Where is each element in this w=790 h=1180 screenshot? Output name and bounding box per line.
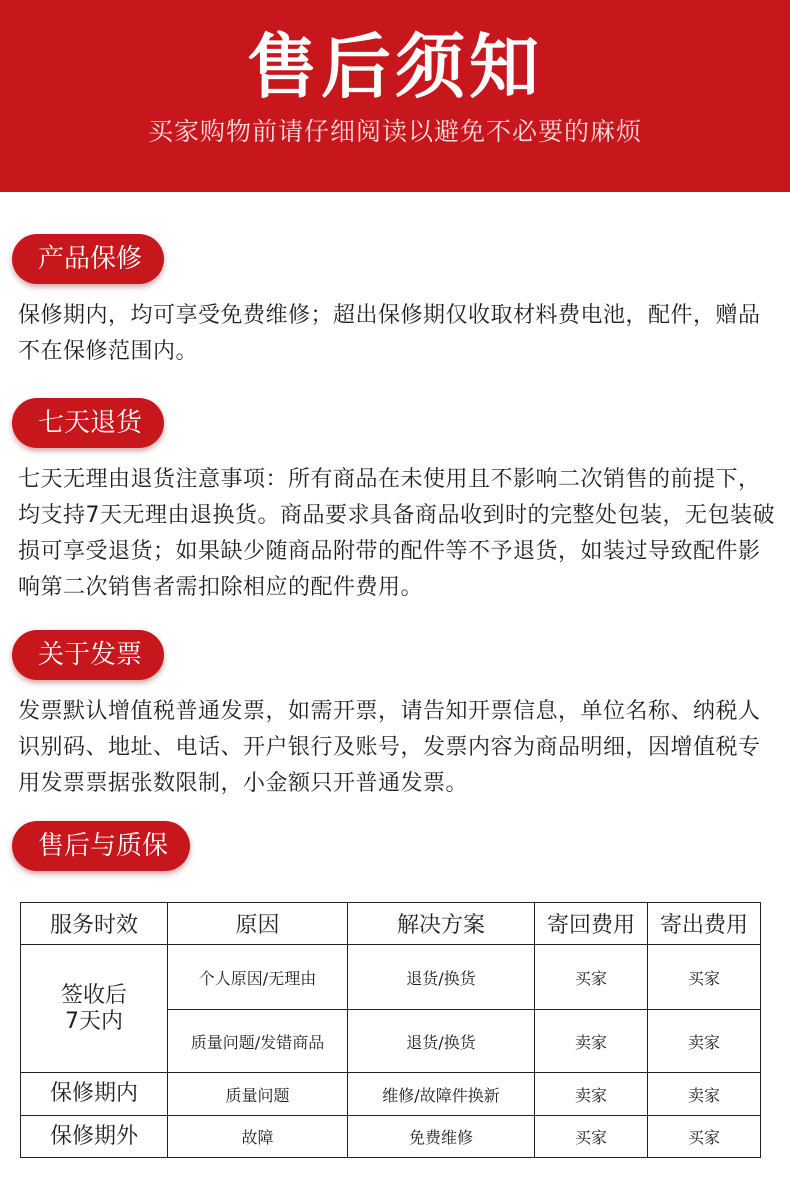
page-title: 售后须知 [247, 26, 543, 108]
section-heading-after-sales: 售后与质保 [12, 821, 190, 871]
table-cell-period: 保修期外 [21, 1116, 168, 1158]
table-cell-reason: 质量问题 [168, 1073, 348, 1116]
table-cell-period: 保修期内 [21, 1073, 168, 1116]
table-row [21, 1116, 761, 1158]
table-header-cell: 服务时效 [21, 903, 168, 945]
table-row [21, 945, 761, 1010]
table-cell-return-fee: 买家 [535, 1116, 648, 1158]
table-cell-period: 签收后 7天内 [21, 945, 168, 1073]
section-heading-warranty: 产品保修 [12, 234, 164, 284]
table-header-cell: 寄出费用 [648, 903, 761, 945]
table-header-cell: 解决方案 [348, 903, 535, 945]
page-subtitle: 买家购物前请仔细阅读以避免不必要的麻烦 [147, 117, 642, 146]
table-row [21, 1073, 761, 1116]
table-cell-reason: 质量问题/发错商品 [168, 1010, 348, 1073]
table-cell-send-fee: 卖家 [648, 1073, 761, 1116]
table-cell-send-fee: 买家 [648, 1116, 761, 1158]
table-cell-reason: 个人原因/无理由 [168, 945, 348, 1010]
table-header-row [21, 903, 761, 945]
section-text-returns: 七天无理由退货注意事项：所有商品在未使用且不影响二次销售的前提下，均支持7天无理由退换货。商品要求具备商品收到时的完整处包装，无包装破损可享受退货；如果缺少随商品附带的配件等不予退货，如装过导致配件影响第二次销售者需扣除相应的配件费用。 [18, 467, 775, 600]
table-header-cell: 原因 [168, 903, 348, 945]
table-cell-solution: 免费维修 [348, 1116, 535, 1158]
table-header-cell: 寄回费用 [535, 903, 648, 945]
table-cell-solution: 退货/换货 [348, 945, 535, 1010]
table-cell-reason: 故障 [168, 1116, 348, 1158]
after-sales-table [20, 902, 761, 1158]
header-banner [0, 0, 790, 192]
section-text-warranty: 保修期内，均可享受免费维修；超出保修期仅收取材料费电池，配件，赠品不在保修范围内。 [18, 303, 761, 364]
table-cell-return-fee: 买家 [535, 945, 648, 1010]
table-cell-solution: 退货/换货 [348, 1010, 535, 1073]
table-cell-send-fee: 买家 [648, 945, 761, 1010]
table-cell-send-fee: 卖家 [648, 1010, 761, 1073]
table-cell-return-fee: 卖家 [535, 1073, 648, 1116]
section-heading-returns: 七天退货 [12, 398, 164, 448]
table-cell-solution: 维修/故障件换新 [348, 1073, 535, 1116]
section-heading-invoice: 关于发票 [12, 630, 164, 680]
section-text-invoice: 发票默认增值税普通发票，如需开票，请告知开票信息，单位名称、纳税人识别码、地址、电话、开户银行及账号，发票内容为商品明细，因增值税专用发票票据张数限制，小金额只开普通发票。 [18, 699, 761, 796]
table-cell-return-fee: 卖家 [535, 1010, 648, 1073]
